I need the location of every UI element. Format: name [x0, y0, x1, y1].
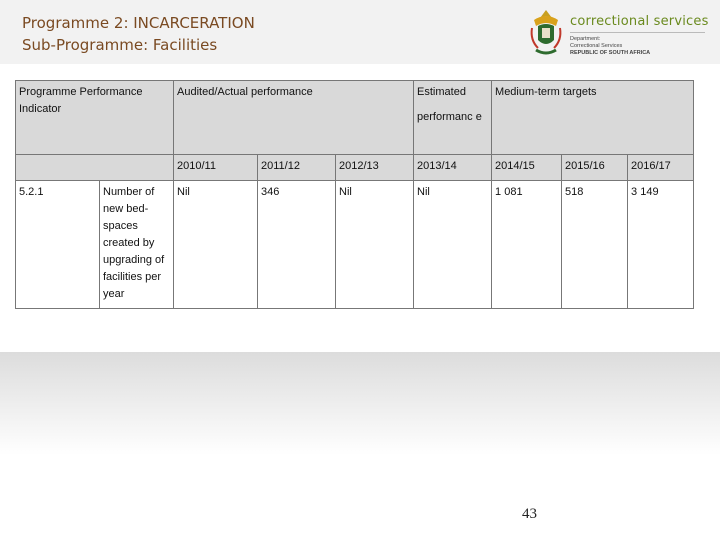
- dept-line-1: Department:: [570, 36, 601, 42]
- year-cell: 2016/17: [628, 155, 694, 181]
- indicator-number: 5.2.1: [16, 181, 100, 309]
- value-cell: Nil: [414, 181, 492, 309]
- value-cell: Nil: [336, 181, 414, 309]
- year-cell: 2013/14: [414, 155, 492, 181]
- year-cell: 2011/12: [258, 155, 336, 181]
- header-indicator-cont: [16, 155, 174, 181]
- slide-title: [22, 12, 255, 56]
- value-cell: 346: [258, 181, 336, 309]
- correctional-services-logo: [526, 8, 716, 60]
- header-estimated: [414, 81, 492, 155]
- dept-line-3: REPUBLIC OF SOUTH AFRICA: [570, 50, 651, 56]
- header-estimated-a: Estimated: [417, 86, 466, 98]
- year-cell: 2015/16: [562, 155, 628, 181]
- page-number: 43: [522, 506, 537, 522]
- indicator-description: Number of new bed-spaces created by upgrading of facilities per year: [100, 181, 174, 309]
- brand-divider: [570, 32, 705, 33]
- header-audited: Audited/Actual performance: [174, 81, 414, 155]
- title-line-1: Programme 2: INCARCERATION: [22, 14, 255, 32]
- brand-name: correctional services: [570, 14, 709, 29]
- performance-table: [15, 80, 694, 309]
- header-indicator: Programme Performance Indicator: [16, 81, 174, 155]
- value-cell: 1 081: [492, 181, 562, 309]
- table-row: [16, 181, 694, 309]
- header-estimated-b: performanc e: [417, 111, 482, 123]
- department-text: [570, 36, 650, 57]
- footer-shade: [0, 352, 720, 540]
- header-medium-term: Medium-term targets: [492, 81, 694, 155]
- dept-line-2: Correctional Services: [570, 43, 623, 49]
- value-cell: 518: [562, 181, 628, 309]
- year-cell: 2010/11: [174, 155, 258, 181]
- value-cell: Nil: [174, 181, 258, 309]
- year-cell: 2014/15: [492, 155, 562, 181]
- year-cell: 2012/13: [336, 155, 414, 181]
- title-line-2: Sub-Programme: Facilities: [22, 36, 218, 54]
- value-cell: 3 149: [628, 181, 694, 309]
- coat-of-arms-icon: [526, 8, 566, 58]
